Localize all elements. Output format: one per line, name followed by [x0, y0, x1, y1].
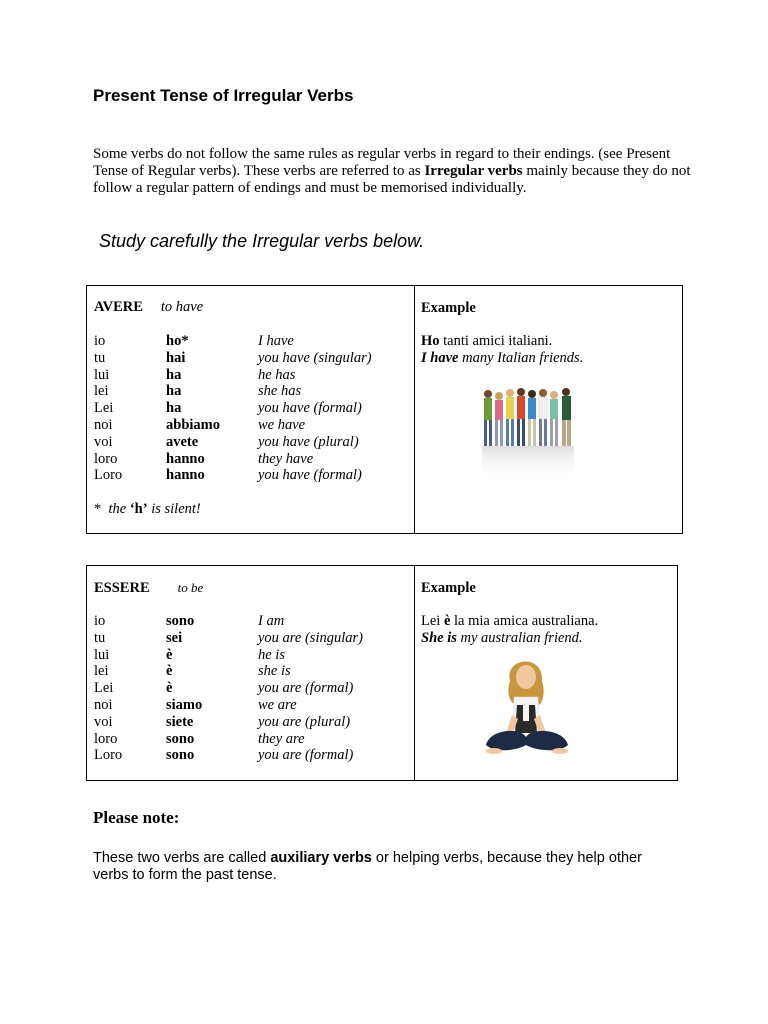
english-translation: you are (singular) [258, 629, 363, 646]
avere-conjugation [94, 333, 404, 484]
example-label: Example [421, 580, 476, 596]
example-en-rest: my australian friend. [456, 630, 583, 646]
pronoun: Lei [94, 680, 114, 697]
pronoun: lui [94, 366, 110, 383]
conj-row [94, 647, 404, 664]
group-of-friends-image [480, 384, 584, 482]
verb-form: sei [166, 629, 183, 646]
verb-form: è [166, 663, 173, 680]
english-translation: I have [258, 333, 294, 349]
example-en-rest: many Italian friends. [458, 350, 584, 366]
conj-row [94, 747, 404, 764]
intro-paragraph [93, 146, 693, 197]
avere-example-english [421, 350, 583, 367]
english-translation: you have (formal) [258, 400, 362, 417]
pronoun: tu [94, 629, 106, 646]
avere-example-label [421, 300, 476, 317]
verb-form: sono [166, 613, 195, 629]
footnote-pre: the [108, 501, 130, 517]
pronoun: tu [94, 349, 106, 366]
pronoun: Loro [94, 467, 123, 484]
note-paragraph [93, 850, 673, 883]
verb-form: ho* [166, 333, 189, 349]
conj-row [94, 663, 404, 680]
verb-form: ha [166, 383, 182, 400]
conj-row [94, 731, 404, 748]
conj-row [94, 367, 404, 384]
english-translation: they are [258, 730, 305, 747]
verb-form: siamo [166, 696, 203, 713]
conj-row [94, 467, 404, 484]
avere-example-italian [421, 333, 552, 350]
essere-header [94, 580, 203, 597]
essere-translation: to be [177, 580, 204, 595]
verb-form: avete [166, 433, 199, 450]
pronoun: voi [94, 433, 113, 450]
essere-conjugation [94, 613, 404, 764]
avere-table [86, 285, 683, 534]
english-translation: you have (plural) [258, 433, 359, 450]
conj-row [94, 697, 404, 714]
pronoun: Loro [94, 747, 123, 764]
intro-text-2: mainly because they do not follow a regular pattern of endings and must be memorised individually. [93, 163, 691, 196]
english-translation: we have [258, 416, 306, 433]
conj-row [94, 613, 404, 630]
sitting-girl-image [480, 653, 574, 763]
example-it-bold: è [443, 613, 451, 629]
essere-example-label [421, 580, 476, 597]
verb-form: hanno [166, 467, 205, 484]
avere-verb: AVERE [94, 299, 143, 315]
english-translation: you are (formal) [258, 747, 354, 764]
verb-form: hanno [166, 450, 205, 467]
pronoun: lei [94, 663, 109, 680]
example-label: Example [421, 300, 476, 316]
essere-example-english [421, 630, 583, 647]
verb-form: abbiamo [166, 416, 220, 433]
example-en-bold: I have [421, 350, 459, 366]
avere-header [94, 299, 203, 316]
note-text-2: or helping verbs, because they help other verbs to form the past tense. [93, 850, 642, 883]
english-translation: she is [258, 663, 291, 680]
english-translation: they have [258, 450, 314, 467]
avere-footnote [94, 501, 201, 518]
conj-row [94, 333, 404, 350]
footnote-post: is silent! [147, 501, 201, 517]
verb-form: sono [166, 730, 195, 747]
english-translation: you are (plural) [258, 713, 351, 730]
english-translation: she has [258, 383, 302, 400]
pronoun: lui [94, 646, 110, 663]
conj-row [94, 350, 404, 367]
pronoun: lei [94, 383, 109, 400]
essere-example-italian [421, 613, 598, 630]
essere-verb: ESSERE [94, 580, 150, 596]
pronoun: Lei [94, 400, 114, 417]
pronoun: loro [94, 450, 118, 467]
note-text-1: These two verbs are called [93, 850, 271, 866]
english-translation: he is [258, 646, 285, 663]
avere-table-divider [414, 286, 415, 533]
conj-row [94, 400, 404, 417]
footnote-star: * [94, 501, 102, 517]
conj-row [94, 451, 404, 468]
english-translation: he has [258, 366, 296, 383]
intro-bold: Irregular verbs [424, 163, 523, 179]
study-instruction: Study carefully the Irregular verbs below. [99, 231, 425, 251]
english-translation: I am [258, 613, 285, 629]
conj-row [94, 680, 404, 697]
example-it-bold: Ho [421, 333, 440, 349]
english-translation: you have (formal) [258, 467, 362, 484]
page-title: Present Tense of Irregular Verbs [93, 86, 354, 105]
example-it-pre: Lei [421, 613, 444, 629]
pronoun: io [94, 333, 106, 349]
essere-table [86, 565, 678, 781]
note-heading: Please note: [93, 808, 180, 827]
intro-text-1: Some verbs do not follow the same rules as regular verbs in regard to their endings. (see Present Tense of Regular verbs). These verbs are referred to as [93, 146, 671, 179]
pronoun: loro [94, 730, 118, 747]
example-en-bold: She is [421, 630, 457, 646]
conj-row [94, 630, 404, 647]
verb-form: siete [166, 713, 194, 730]
english-translation: we are [258, 696, 297, 713]
verb-form: ha [166, 400, 182, 417]
pronoun: voi [94, 713, 113, 730]
example-it-rest: tanti amici italiani. [439, 333, 553, 349]
verb-form: ha [166, 366, 182, 383]
verb-form: è [166, 646, 173, 663]
pronoun: io [94, 613, 106, 629]
verb-form: è [166, 680, 173, 697]
example-it-rest: la mia amica australiana. [450, 613, 599, 629]
avere-translation: to have [160, 299, 204, 315]
english-translation: you are (formal) [258, 680, 354, 697]
english-translation: you have (singular) [258, 349, 372, 366]
conj-row [94, 417, 404, 434]
essere-table-divider [414, 566, 415, 780]
pronoun: noi [94, 696, 113, 713]
footnote-bold: ‘h’ [129, 501, 148, 517]
conj-row [94, 383, 404, 400]
conj-row [94, 434, 404, 451]
pronoun: noi [94, 416, 113, 433]
note-bold: auxiliary verbs [270, 850, 372, 866]
verb-form: sono [166, 747, 195, 764]
conj-row [94, 714, 404, 731]
verb-form: hai [166, 349, 186, 366]
